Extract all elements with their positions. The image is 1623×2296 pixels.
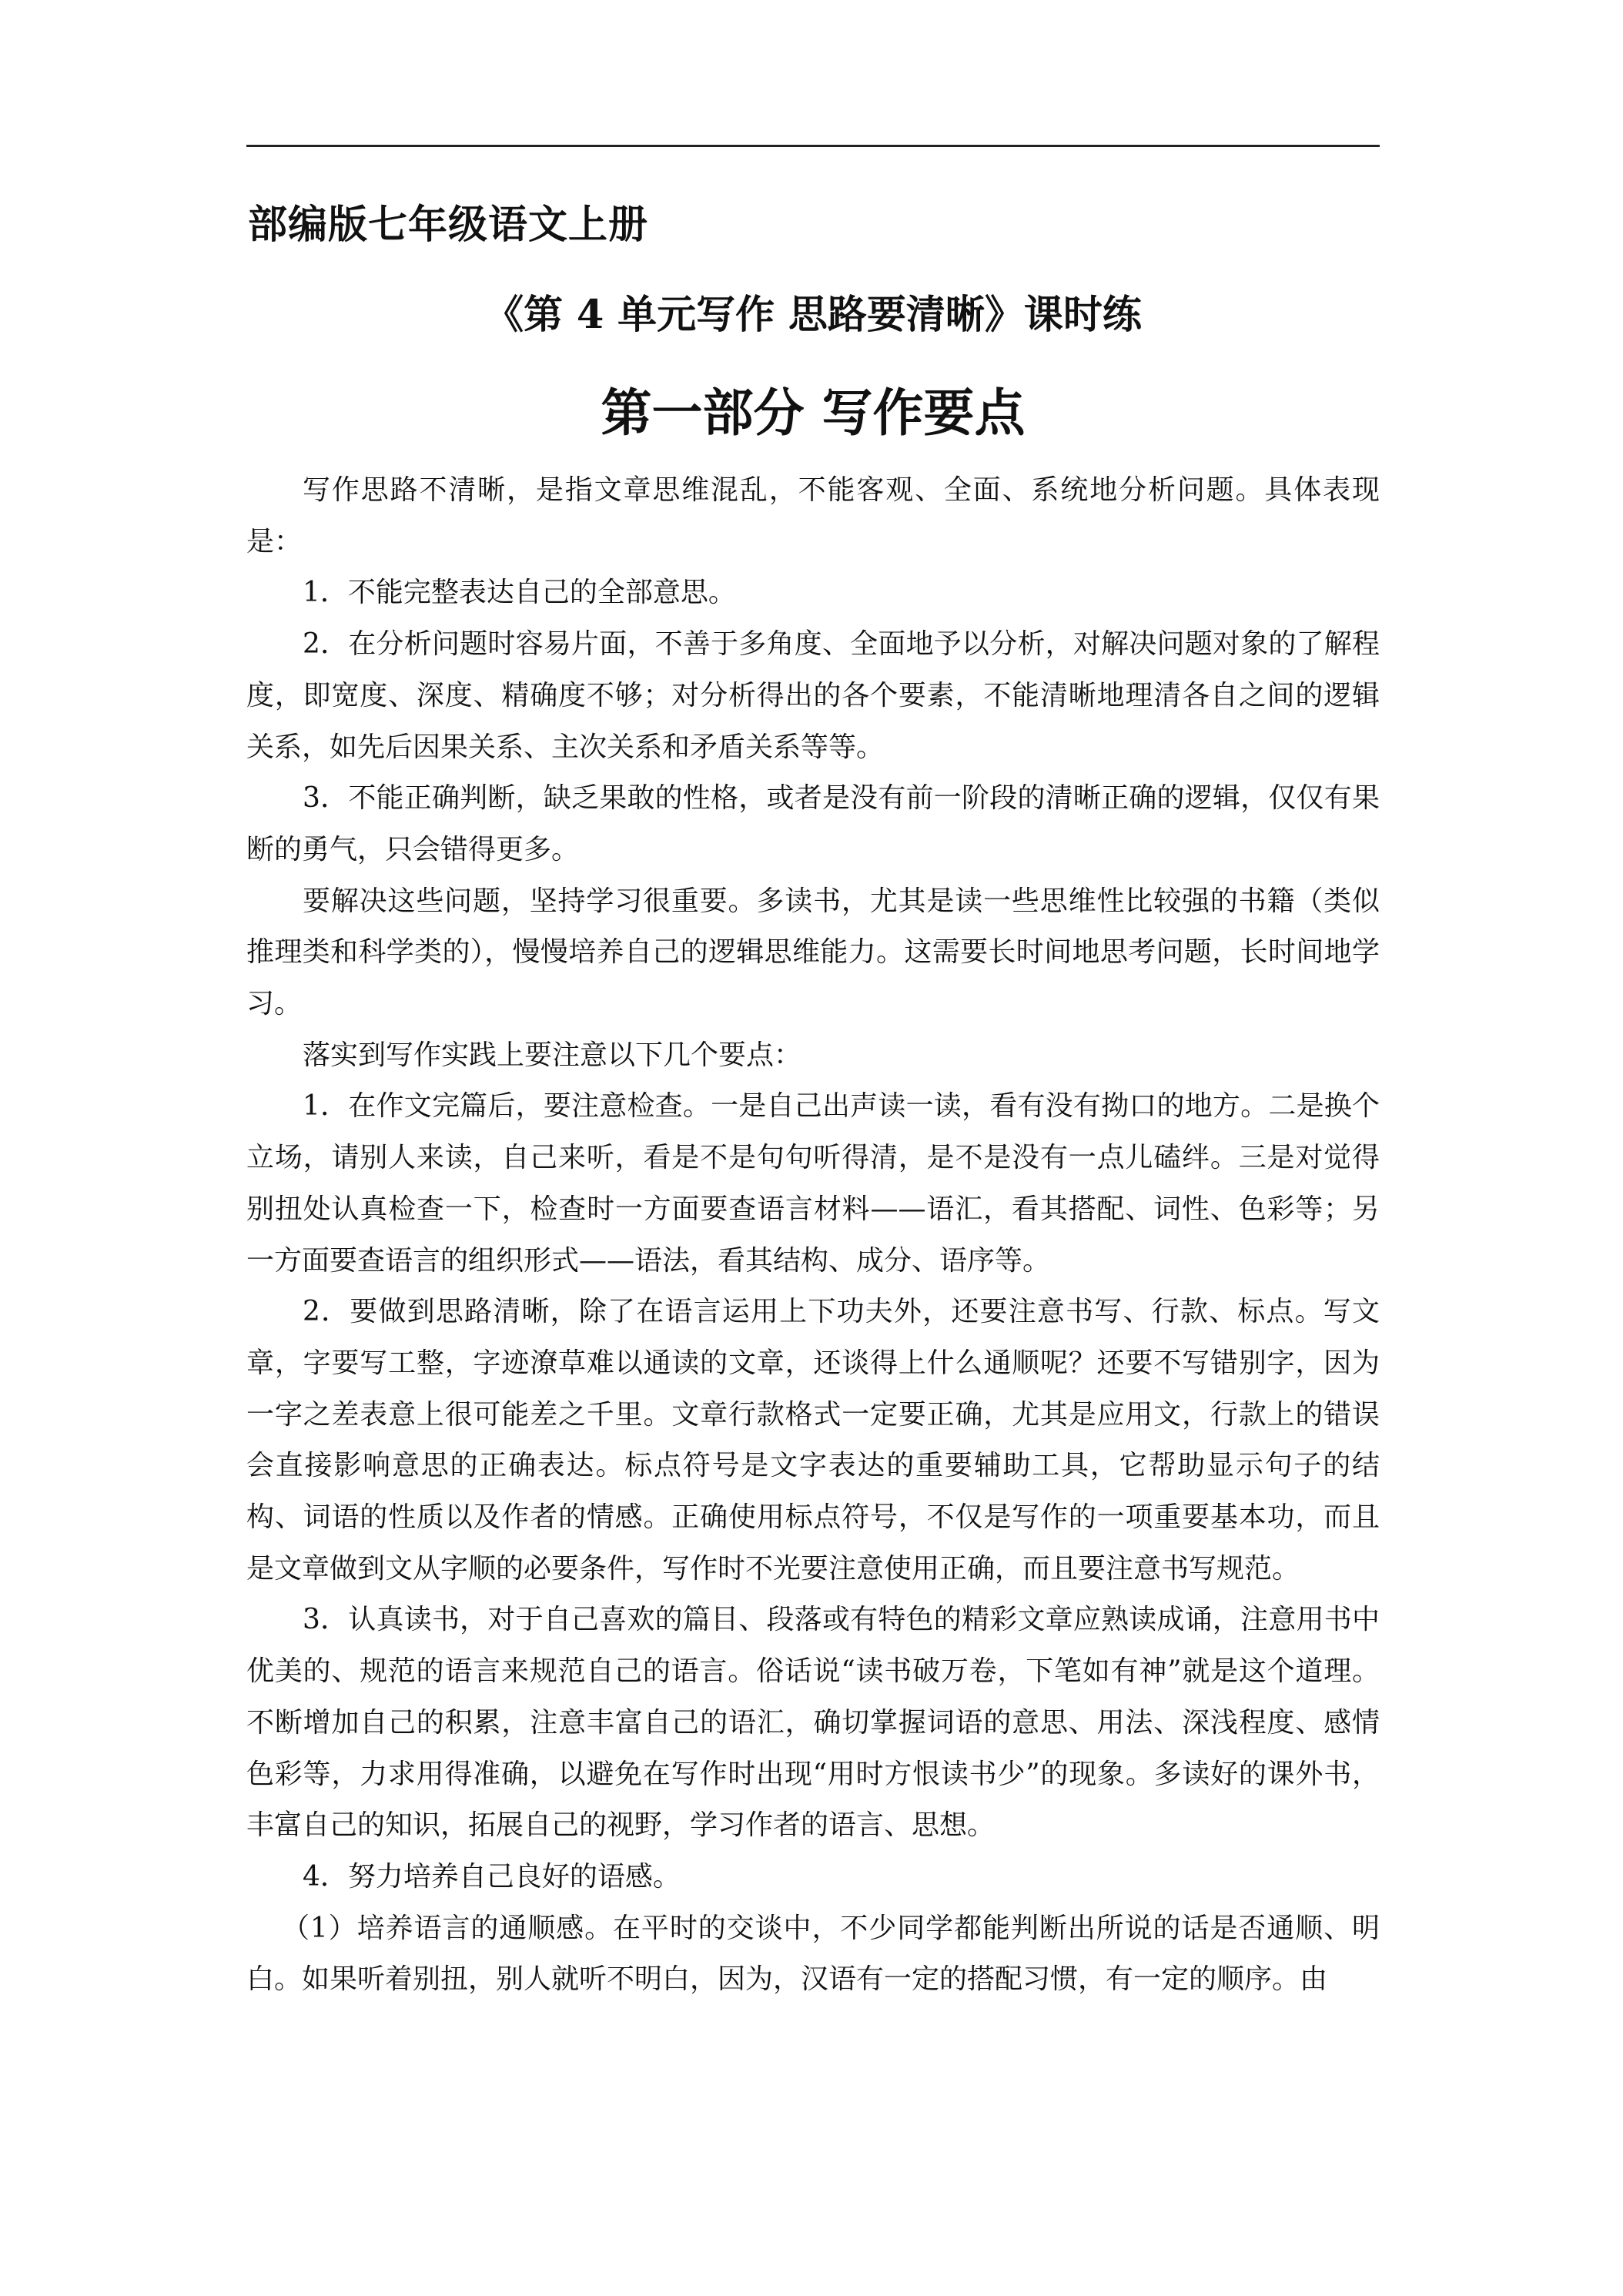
paragraph-practice-4-1: （1）培养语言的通顺感。在平时的交谈中，不少同学都能判断出所说的话是否通顺、明白。如果听着别扭，别人就听不明白，因为，汉语有一定的搭配习惯，有一定的顺序。由 [246, 1912, 1380, 1996]
paragraph-solution: 要解决这些问题，坚持学习很重要。多读书，尤其是读一些思维性比较强的书籍（类似推理类和科学类的），慢慢培养自己的逻辑思维能力。这需要长时间地思考问题，长时间地学习。 [246, 885, 1380, 1020]
paragraph-practice-1: 1．在作文完篇后，要注意检查。一是自己出声读一读，看有没有拗口的地方。二是换个立场，请别人来读，自己来听，看是不是句句听得清，是不是没有一点儿磕绊。三是对觉得别扭处认真检查一下，检查时一方面要查语言材料——语汇，看其搭配、词性、色彩等；另一方面要查语言的组织形式——语法，看其结构、成分、语序等。 [246, 1090, 1380, 1277]
paragraph-point-3: 3．不能正确判断，缺乏果敢的性格，或者是没有前一阶段的清晰正确的逻辑，仅仅有果断的勇气，只会错得更多。 [246, 782, 1380, 865]
paragraph-practice-intro: 落实到写作实践上要注意以下几个要点： [303, 1039, 802, 1071]
part-title: 第一部分 写作要点 [601, 383, 1026, 443]
document-heading: 部编版七年级语文上册 [248, 202, 649, 248]
paragraph-practice-4: 4．努力培养自己良好的语感。 [303, 1860, 681, 1893]
paragraph-practice-2: 2．要做到思路清晰，除了在语言运用上下功夫外，还要注意书写、行款、标点。写文章，字要写工整，字迹潦草难以通读的文章，还谈得上什么通顺呢？还要不写错别字，因为一字之差表意上很可能差之千里。文章行款格式一定要正确，尤其是应用文，行款上的错误会直接影响意思的正确表达。标点符号是文字表达的重要辅助工具，它帮助显示句子的结构、词语的性质以及作者的情感。正确使用标点符号，不仅是写作的一项重要基本功，而且是文章做到文从字顺的必要条件，写作时不光要注意使用正确，而且要注意书写规范。 [246, 1296, 1380, 1585]
paragraph-point-2: 2．在分析问题时容易片面，不善于多角度、全面地予以分析，对解决问题对象的了解程度，即宽度、深度、精确度不够；对分析得出的各个要素，不能清晰地理清各自之间的逻辑关系，如先后因果关系、主次关系和矛盾关系等等。 [246, 628, 1380, 763]
paragraph-practice-3: 3．认真读书，对于自己喜欢的篇目、段落或有特色的精彩文章应熟读成诵，注意用书中优美的、规范的语言来规范自己的语言。俗话说“读书破万卷，下笔如有神”就是这个道理。不断增加自己的积累，注意丰富自己的语汇，确切掌握词语的意思、用法、深浅程度、感情色彩等，力求用得准确，以避免在写作时出现“用时方恨读书少”的现象。多读好的课外书，丰富自己的知识，拓展自己的视野，学习作者的语言、思想。 [246, 1604, 1380, 1842]
paragraph-point-1: 1．不能完整表达自己的全部意思。 [303, 577, 736, 609]
header-rule [246, 145, 1380, 147]
paragraph-intro: 写作思路不清晰，是指文章思维混乱，不能客观、全面、系统地分析问题。具体表现是： [246, 474, 1380, 557]
body-text [246, 465, 1380, 2006]
document-subtitle: 《第 4 单元写作 思路要清晰》课时练 [484, 292, 1142, 338]
